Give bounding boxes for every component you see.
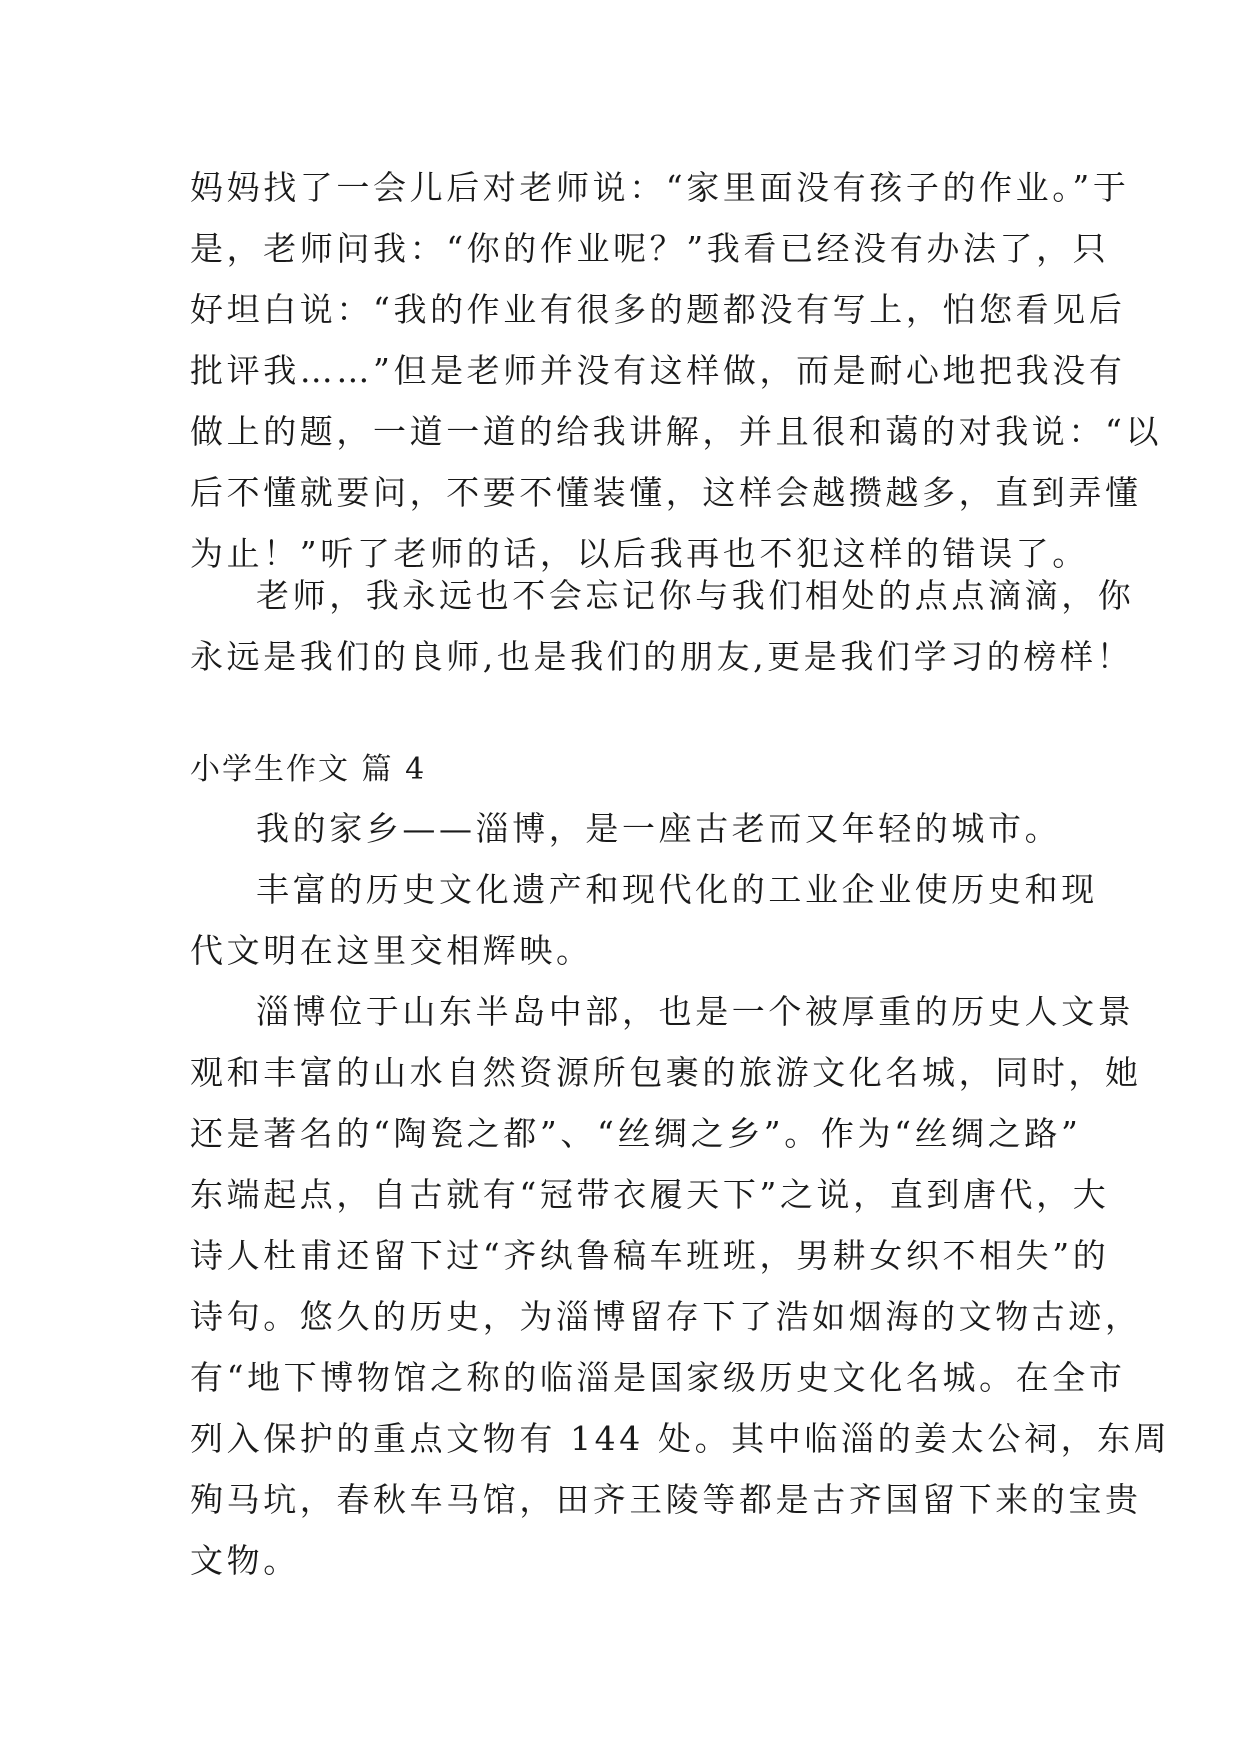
paragraph-line: 还是著名的“陶瓷之都”、“丝绸之乡”。作为“丝绸之路” xyxy=(190,1114,1082,1153)
paragraph-line: 列入保护的重点文物有 144 处。其中临淄的姜太公祠，东周 xyxy=(190,1419,1171,1458)
text-line: 为止！”听了老师的话，以后我再也不犯这样的错误了。 xyxy=(190,534,1089,573)
text-line: 批评我……”但是老师并没有这样做，而是耐心地把我没有 xyxy=(190,351,1126,390)
paragraph-line: 代文明在这里交相辉映。 xyxy=(190,931,593,970)
essay-body xyxy=(190,798,1171,1591)
text-line: 妈妈找了一会儿后对老师说：“家里面没有孩子的作业。”于 xyxy=(190,168,1130,207)
paragraph-line: 东端起点，自古就有“冠带衣履天下”之说，直到唐代，大 xyxy=(190,1175,1110,1214)
paragraph-line: 观和丰富的山水自然资源所包裹的旅游文化名城，同时，她 xyxy=(190,1053,1142,1092)
text-line: 好坦白说：“我的作业有很多的题都没有写上，怕您看见后 xyxy=(190,290,1126,329)
closing-paragraph xyxy=(190,565,1135,687)
paragraph-line: 有“地下博物馆之称的临淄是国家级历史文化名城。在全市 xyxy=(190,1358,1126,1397)
paragraph-line: 文物。 xyxy=(190,1541,300,1580)
text-line: 老师，我永远也不会忘记你与我们相处的点点滴滴，你 xyxy=(256,576,1135,615)
text-line: 后不懂就要问，不要不懂装懂，这样会越攒越多，直到弄懂 xyxy=(190,473,1142,512)
paragraph-line: 诗句。悠久的历史，为淄博留存下了浩如烟海的文物古迹， xyxy=(190,1297,1142,1336)
paragraph-line: 丰富的历史文化遗产和现代化的工业企业使历史和现 xyxy=(256,870,1098,909)
text-line: 做上的题，一道一道的给我讲解，并且很和蔼的对我说：“以 xyxy=(190,412,1163,451)
text-line: 永远是我们的良师,也是我们的朋友,更是我们学习的榜样！ xyxy=(190,637,1134,676)
essay-heading: 小学生作文 篇 4 xyxy=(190,752,427,787)
paragraph-line: 诗人杜甫还留下过“齐纨鲁稿车班班，男耕女织不相失”的 xyxy=(190,1236,1110,1275)
essay-paragraph xyxy=(190,157,1163,584)
paragraph-line: 殉马坑，春秋车马馆，田齐王陵等都是古齐国留下来的宝贵 xyxy=(190,1480,1142,1519)
text-line: 是，老师问我：“你的作业呢？”我看已经没有办法了，只 xyxy=(190,229,1110,268)
paragraph-line: 我的家乡——淄博，是一座古老而又年轻的城市。 xyxy=(256,809,1062,848)
paragraph-line: 淄博位于山东半岛中部，也是一个被厚重的历史人文景 xyxy=(256,992,1135,1031)
